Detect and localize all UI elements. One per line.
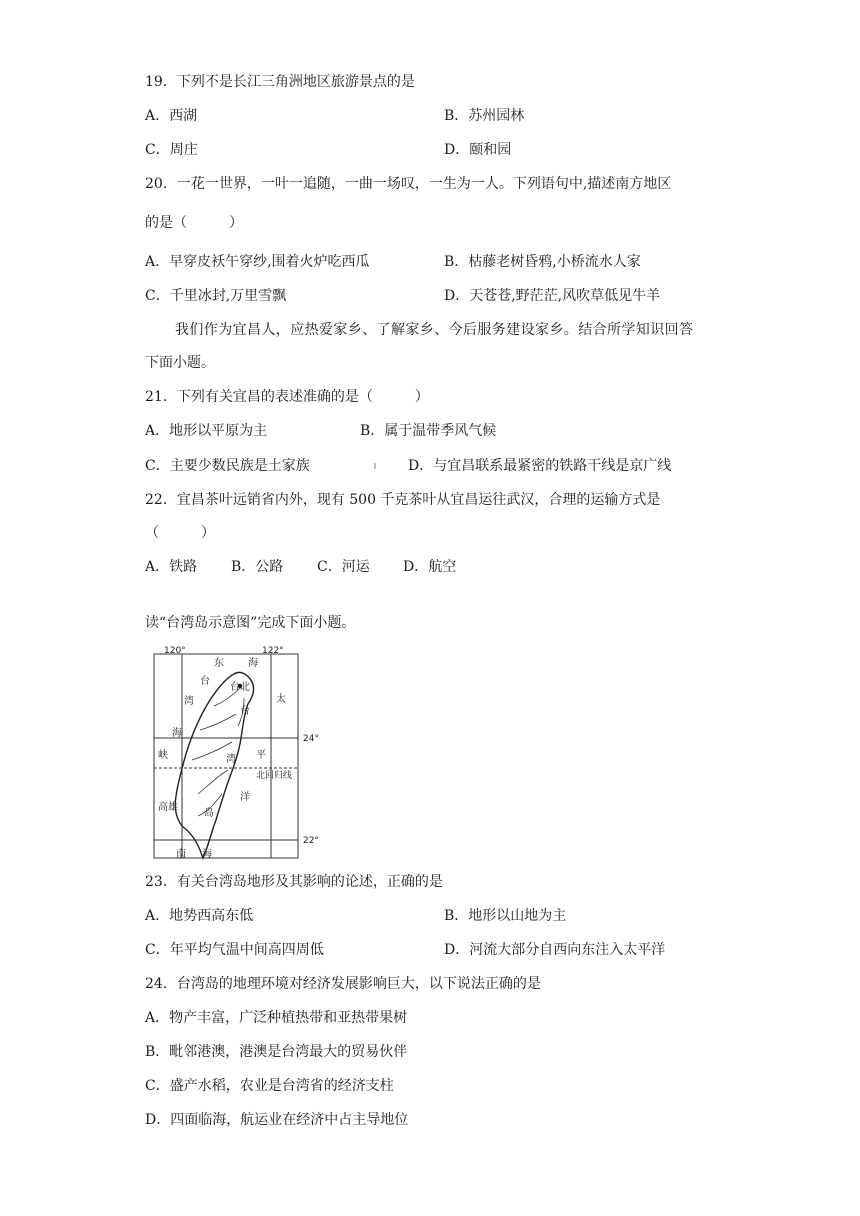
question-22-option-b: B．公路: [231, 559, 284, 575]
question-24-stem: 24．台湾岛的地理环境对经济发展影响巨大，以下说法正确的是: [145, 976, 541, 992]
lat-24-label: 24°: [303, 734, 319, 744]
question-24-option-c: C．盛产水稻，农业是台湾省的经济支柱: [145, 1078, 394, 1094]
question-20-option-a: A．早穿皮袄午穿纱,围着火炉吃西瓜: [145, 254, 370, 270]
lon-120-label: 120°: [164, 646, 186, 656]
svg-text:海: 海: [248, 658, 258, 669]
svg-text:海: 海: [172, 728, 182, 739]
tropic-label: 北回归线: [256, 771, 293, 781]
yichang-intro-line2: 下面小题。: [145, 355, 215, 371]
question-21-option-d: D．与宜昌联系最紧密的铁路干线是京广线: [408, 458, 672, 474]
question-19-option-c: C．周庄: [145, 142, 198, 158]
svg-text:太: 太: [276, 694, 286, 705]
lat-22-label: 22°: [303, 836, 319, 846]
taipei-label: 台北: [230, 682, 250, 693]
question-21-option-a: A．地形以平原为主: [145, 423, 268, 439]
question-22-option-c: C．河运: [317, 559, 370, 575]
question-23-option-a: A．地势西高东低: [145, 908, 254, 924]
taiwan-map: [148, 644, 320, 866]
question-23-option-d: D．河流大部分自西向东注入太平洋: [444, 942, 666, 958]
question-24-option-b: B．毗邻港澳，港澳是台湾最大的贸易伙伴: [145, 1044, 408, 1060]
kaohsiung-label: 高雄: [158, 802, 178, 813]
svg-text:台: 台: [200, 676, 210, 687]
svg-text:海: 海: [202, 849, 212, 860]
question-19-option-a: A．西湖: [145, 108, 198, 124]
svg-text:湾: 湾: [184, 696, 194, 707]
question-22-option-d: D．航空: [403, 559, 457, 575]
svg-text:台: 台: [240, 706, 250, 717]
svg-text:岛: 岛: [204, 808, 214, 819]
question-22-stem-line1: 22．宜昌茶叶远销省内外，现有 500 千克茶叶从宜昌运往武汉，合理的运输方式是: [145, 492, 661, 508]
question-20-stem-line2: 的是（ ）: [145, 215, 243, 231]
question-20-option-b: B．枯藤老树昏鸦,小桥流水人家: [444, 254, 641, 270]
question-20-option-d: D．天苍苍,野茫茫,风吹草低见牛羊: [444, 288, 661, 304]
question-24-option-a: A．物产丰富，广泛种植热带和亚热带果树: [145, 1010, 408, 1026]
svg-text:平: 平: [256, 750, 266, 761]
taiwan-intro: 读“台湾岛示意图”完成下面小题。: [145, 615, 356, 631]
question-20-stem-line1: 20．一花一世界，一叶一追随，一曲一场叹，一生为一人。下列语句中,描述南方地区: [145, 176, 672, 192]
svg-text:湾: 湾: [226, 754, 236, 765]
question-19-option-d: D．颐和园: [444, 142, 512, 158]
question-23-option-c: C．年平均气温中间高四周低: [145, 942, 324, 958]
question-22-stem-line2: （ ）: [145, 525, 215, 541]
question-24-option-d: D．四面临海，航运业在经济中占主导地位: [145, 1112, 409, 1128]
question-23-option-b: B．地形以山地为主: [444, 908, 567, 924]
svg-text:峡: 峡: [158, 750, 168, 761]
svg-text:南: 南: [176, 849, 186, 860]
question-22-option-a: A．铁路: [145, 559, 198, 575]
question-19-option-b: B．苏州园林: [444, 108, 525, 124]
lon-122-label: 122°: [262, 646, 284, 656]
stray-mark: [374, 463, 376, 469]
question-21-option-c: C．主要少数民族是土家族: [145, 458, 310, 474]
svg-text:东: 东: [214, 658, 224, 669]
svg-text:洋: 洋: [240, 792, 250, 803]
question-21-stem: 21．下列有关宜昌的表述准确的是（ ）: [145, 389, 429, 405]
question-23-stem: 23．有关台湾岛地形及其影响的论述，正确的是: [145, 874, 443, 890]
question-20-option-c: C．千里冰封,万里雪飘: [145, 288, 287, 304]
question-19-stem: 19．下列不是长江三角洲地区旅游景点的是: [145, 74, 415, 90]
question-21-option-b: B．属于温带季风气候: [360, 423, 497, 439]
yichang-intro-line1: 我们作为宜昌人，应热爱家乡、了解家乡、今后服务建设家乡。结合所学知识回答: [175, 322, 694, 338]
